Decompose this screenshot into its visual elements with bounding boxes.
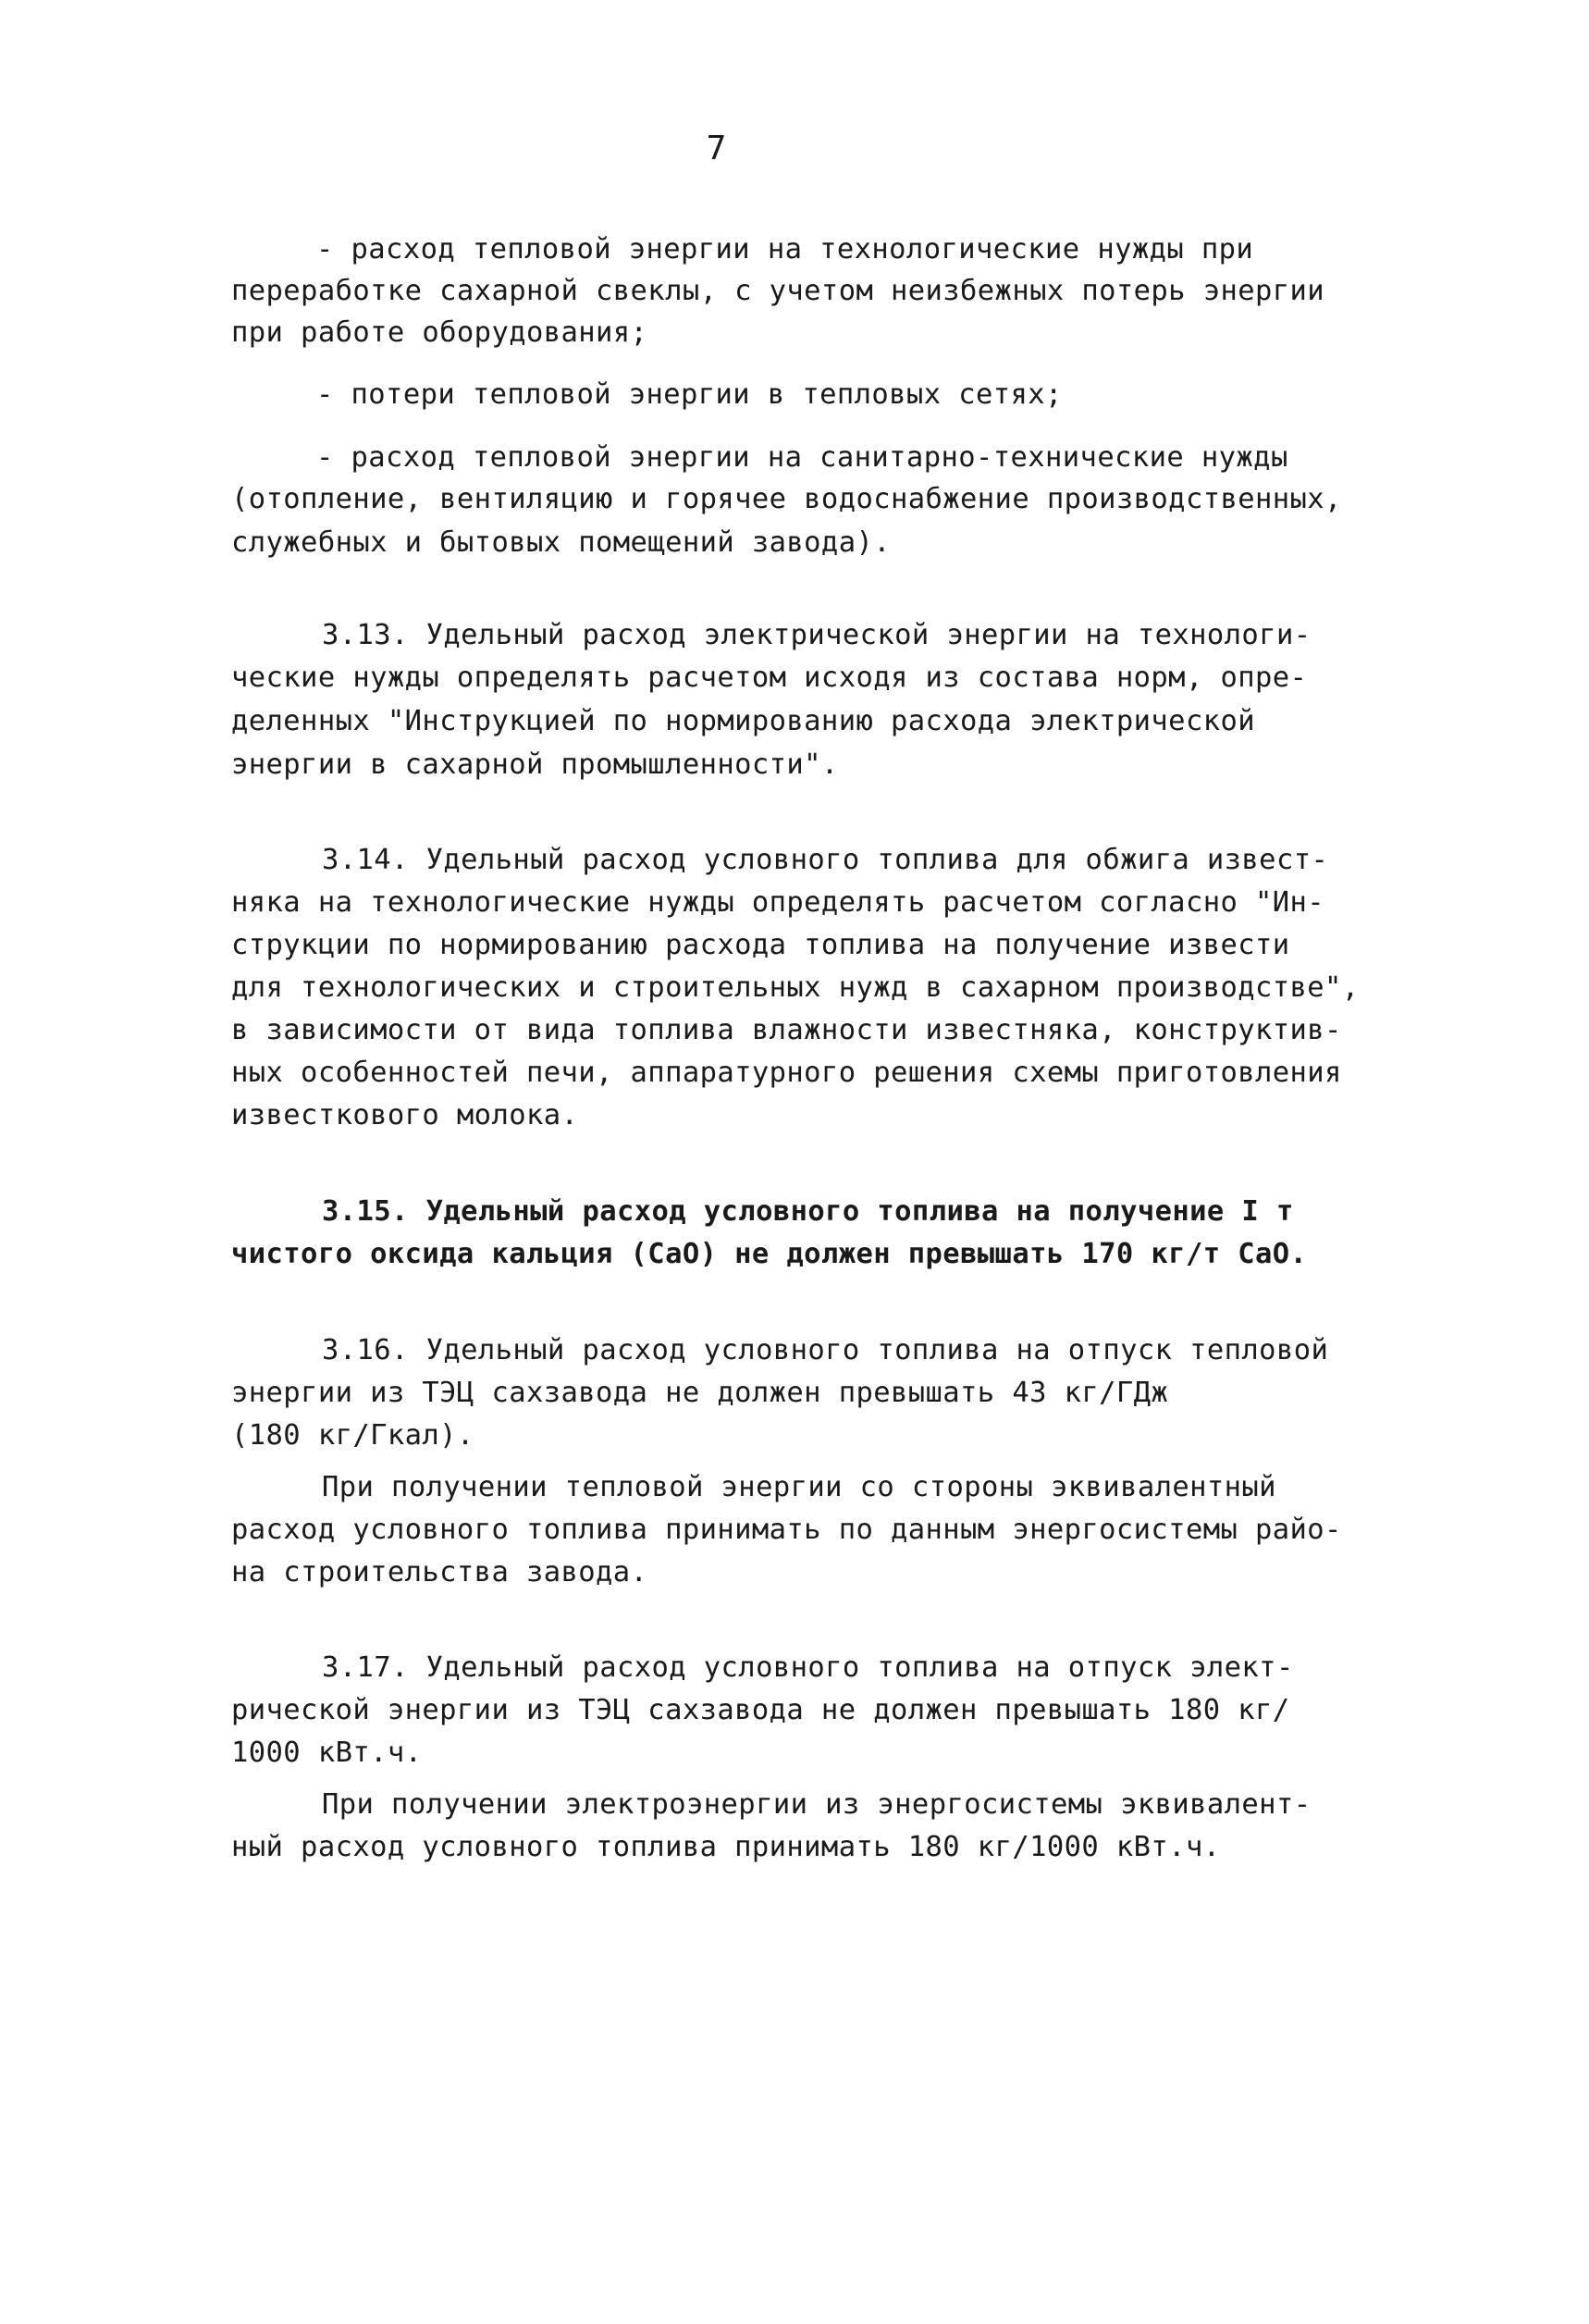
text-line: для технологических и строительных нужд в сахарном производстве", [231, 971, 1360, 1004]
text-line: струкции по нормированию расхода топлива на получение извести [231, 929, 1290, 961]
text-line: 3.15. Удельный расход условного топлива на получение I т [322, 1195, 1294, 1228]
text-line: 3.17. Удельный расход условного топлива на отпуск элект- [322, 1651, 1294, 1684]
text-line: няка на технологические нужды определять расчетом согласно "Ин- [231, 886, 1325, 919]
text-line: чистого оксида кальция (СаО) не должен превышать 170 кг/т СаО. [231, 1238, 1308, 1270]
text-line: 3.14. Удельный расход условного топлива для обжига извест- [322, 844, 1329, 876]
text-line: при работе оборудования; [231, 316, 648, 349]
text-line: При получении электроэнергии из энергосистемы эквивалент- [322, 1788, 1312, 1821]
text-line: рической энергии из ТЭЦ сахзавода не должен превышать 180 кг/ [231, 1694, 1290, 1726]
text-line: 3.13. Удельный расход электрической энергии на технологи- [322, 619, 1312, 651]
text-line: расход условного топлива принимать по данным энергосистемы райо- [231, 1514, 1342, 1546]
text-line: - расход тепловой энергии на технологические нужды при [316, 233, 1254, 266]
text-line: ных особенностей печи, аппаратурного решения схемы приготовления [231, 1057, 1342, 1089]
text-line: известкового молока. [231, 1099, 579, 1131]
text-line: - расход тепловой энергии на санитарно-технические нужды [316, 441, 1288, 474]
text-line: деленных "Инструкцией по нормированию расхода электрической [231, 705, 1255, 737]
page-number: 7 [706, 130, 728, 167]
text-line: - потери тепловой энергии в тепловых сетях; [316, 378, 1063, 411]
text-line: 3.16. Удельный расход условного топлива на отпуск тепловой [322, 1334, 1329, 1366]
text-line: на строительства завода. [231, 1556, 648, 1588]
text-line: энергии в сахарной промышленности". [231, 748, 839, 781]
text-line: (отопление, вентиляцию и горячее водоснабжение производственных, [231, 483, 1342, 515]
text-line: 1000 кВт.ч. [231, 1737, 423, 1769]
text-line: энергии из ТЭЦ сахзавода не должен превышать 43 кг/ГДж [231, 1377, 1169, 1409]
text-line: в зависимости от вида топлива влажности известняка, конструктив- [231, 1014, 1342, 1046]
text-line: переработке сахарной свеклы, с учетом неизбежных потерь энергии [231, 275, 1325, 307]
text-line: (180 кг/Гкал). [231, 1419, 474, 1452]
text-line: ческие нужды определять расчетом исходя из состава норм, опре- [231, 661, 1308, 694]
text-line: При получении тепловой энергии со стороны эквивалентный [322, 1471, 1276, 1503]
text-line: служебных и бытовых помещений завода). [231, 526, 891, 559]
text-line: ный расход условного топлива принимать 180 кг/1000 кВт.ч. [231, 1831, 1221, 1863]
